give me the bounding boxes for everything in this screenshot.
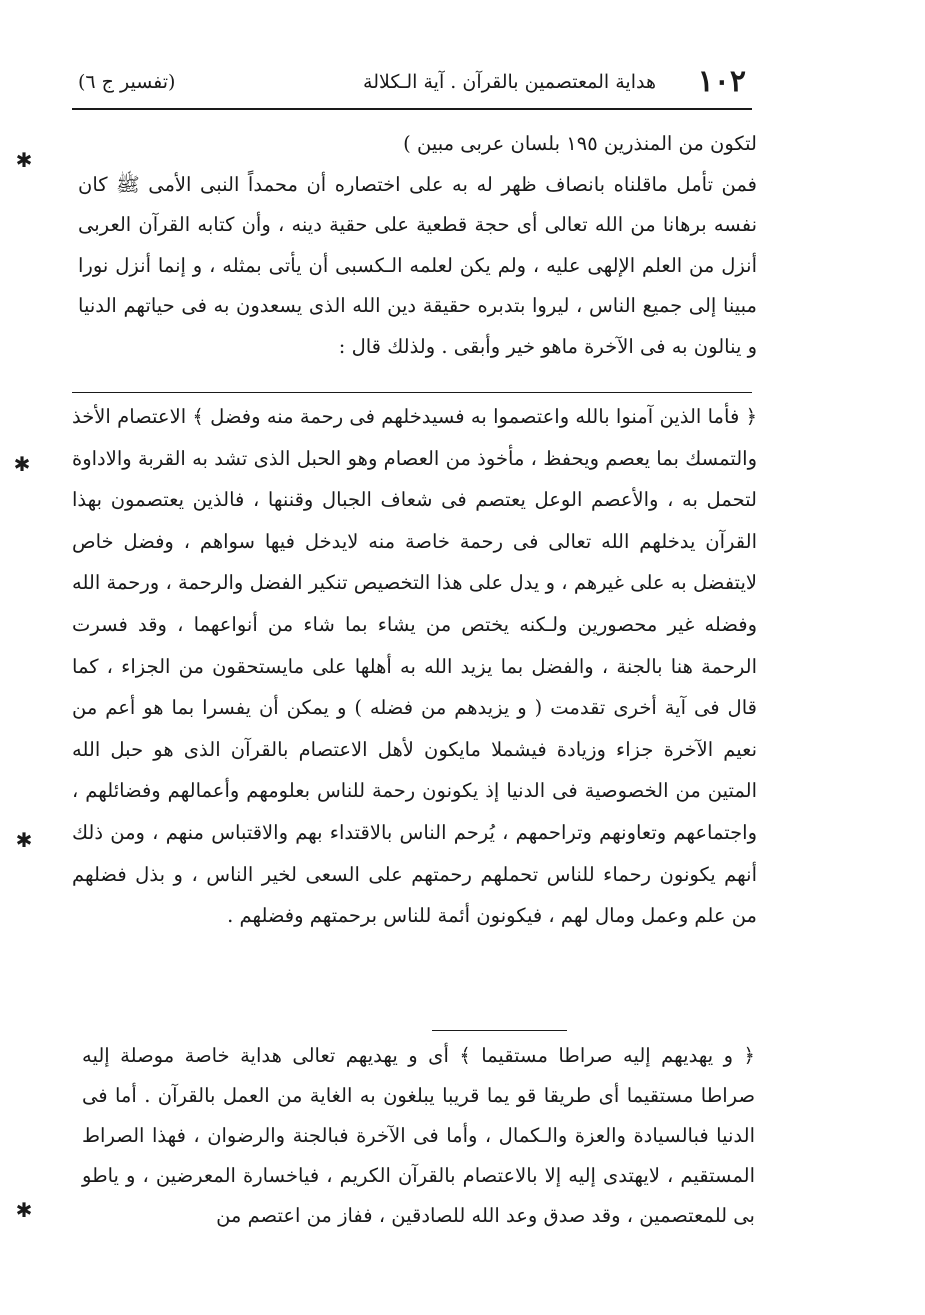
section-divider — [72, 392, 752, 393]
verse-commentary-section-1 — [72, 396, 757, 937]
margin-star-icon: ✱ — [15, 1198, 33, 1222]
running-title: هداية المعتصمين بالقرآن . آية الـكلالة — [363, 71, 656, 93]
section-end-rule — [432, 1030, 567, 1031]
verse-commentary-section-2 — [82, 1036, 755, 1236]
page-number: ١٠٢ — [697, 64, 746, 99]
commentary-paragraph: ﴿ و يهديهم إليه صراطا مستقيما ﴾ أى و يهديهم تعالى هداية خاصة موصلة إليه صراطا مستقيما أى طريقا قو يما قريبا يبلغون به الغاية من العمل بالقرآن . أما فى الدنيا فبالسيادة والعزة والـكمال ، وأما فى الآخرة فبالجنة والرضوان ، فهذا الصراط المستقيم ، لايهتدى إليه إلا بالاعتصام بالقرآن الكريم ، فياخسارة المعرضين ، و ياطو بى للمعتصمين ، وقد صدق وعد الله للصادقين ، ففاز من اعتصم من — [82, 1044, 755, 1227]
commentary-paragraph: فمن تأمل ماقلناه بانصاف ظهر له به على اختصاره أن محمداً النبى الأمى ﷺ كان نفسه برهانا من الله تعالى أى حجة قطعية على حقية دينه ، وأن كتابه القرآن العربى أنزل من العلم الإلهى عليه ، ولم يكن لعلمه الـكسبى أن يأتى بمثله ، و إنما أنزل نورا مبينا إلى جميع الناس ، ليروا بتدبره حقيقة دين الله الذى يسعدون به فى حياتهم الدنيا و ينالون به فى الآخرة ماهو خير وأبقى . ولذلك قال : — [78, 172, 757, 358]
margin-star-icon: ✱ — [15, 148, 33, 172]
verse-continuation-line: لتكون من المنذرين ١٩٥ بلسان عربى مبين ) — [403, 132, 757, 155]
header-divider — [72, 108, 752, 110]
part-label: (تفسير ج ٦) — [78, 71, 176, 93]
margin-star-icon: ✱ — [13, 452, 31, 476]
margin-star-icon: ✱ — [15, 828, 33, 852]
commentary-paragraph: ﴿ فأما الذين آمنوا بالله واعتصموا به فسيدخلهم فى رحمة منه وفضل ﴾ الاعتصام الأخذ والتمسك بما يعصم ويحفظ ، مأخوذ من العصام وهو الحبل الذى تشد به القربة والاداوة لتحمل به ، والأعصم الوعل يعتصم فى شعاف الجبال وقننها ، فالذين يعتصمون بهذا القرآن يدخلهم الله تعالى فى رحمة خاصة منه لايدخل فيها سواهم ، وفضل خاص لايتفضل به على غيرهم ، و يدل على هذا التخصيص تنكير الفضل والرحمة ، ورحمة الله وفضله غير محصورين ولـكنه يختص من يشاء بما شاء من أنواعهما ، وقد فسرت الرحمة هنا بالجنة ، والفضل بما يزيد الله به أهلها على مايستحقون من الجزاء ، كما قال فى آية أخرى تقدمت ( و يزيدهم من فضله ) و يمكن أن يفسرا بما هو أعم من نعيم الآخرة جزاء وزيادة فيشملا مايكون لأهل الاعتصام بالقرآن الذى هو حبل الله المتين من الخصوصية فى الدنيا إذ يكونون رحمة للناس بعلومهم وأعمالهم وفضائلهم ، واجتماعهم وتعاونهم وتراحمهم ، يُرحم الناس بالاقتداء بهم والاقتباس منهم ، ومن ذلك أنهم يكونون رحماء للناس تحملهم رحمتهم على السعى لخير الناس ، و بذل فضلهم من علم وعمل ومال لهم ، فيكونون أئمة للناس برحمتهم وفضلهم . — [72, 405, 757, 928]
page-header — [78, 62, 746, 102]
intro-paragraphs — [78, 124, 757, 367]
